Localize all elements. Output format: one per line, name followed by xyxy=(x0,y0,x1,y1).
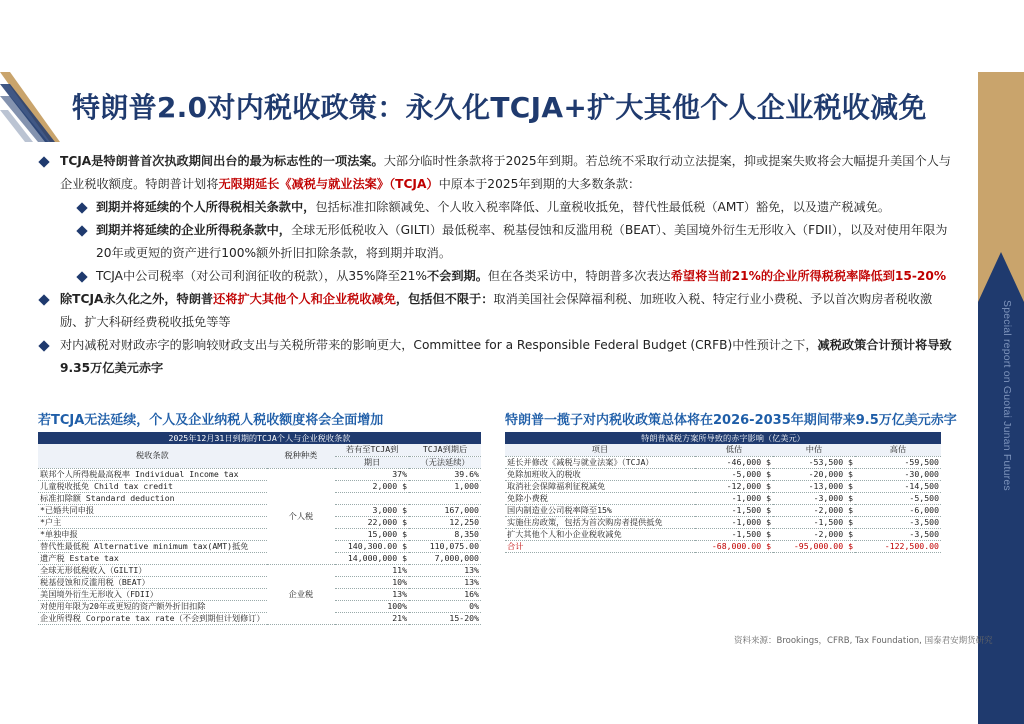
current-value-cell: 14,000,000 $ xyxy=(335,552,409,564)
table-row xyxy=(38,612,481,624)
high-estimate-cell: -30,000 xyxy=(855,468,941,480)
bullet-text: 包括标准扣除额减免、个人收入税率降低、儿童税收抵免，替代性最低税（AMT）豁免，以及遗产税减免。 xyxy=(315,200,891,214)
table-header-row xyxy=(38,444,481,456)
expired-value-cell: 12,250 xyxy=(409,516,481,528)
bullet-text-bold: ，包括但不限于： xyxy=(395,292,494,306)
bullet-text-bold: 除TCJA永久化之外，特朗普 xyxy=(60,292,214,306)
diamond-bullet-icon xyxy=(76,225,87,236)
policy-item-cell: 国内制造业公司税率降至15% xyxy=(505,504,695,516)
bullet-text: 大部分临时性条款将于2025年到期。若总统不采取行动立法提案，抑或提案失败将会大幅提升美国个人与企业税收额度。特朗普计划将 xyxy=(60,154,951,191)
diamond-bullet-icon xyxy=(38,156,49,167)
expired-value-cell: 110,075.00 xyxy=(409,540,481,552)
mid-estimate-cell: -2,000 $ xyxy=(773,528,855,540)
table-row xyxy=(505,516,941,528)
high-estimate-cell: -14,500 xyxy=(855,480,941,492)
tax-item-cell: 儿童税收抵免 Child tax credit xyxy=(38,480,267,492)
column-header: TCJA到期后 xyxy=(409,444,481,456)
column-header: 项目 xyxy=(505,444,695,456)
bullet-text-bold: 到期并将延续的企业所得税条款中， xyxy=(96,223,291,237)
high-estimate-cell: -59,500 xyxy=(855,456,941,468)
low-estimate-cell: -1,000 $ xyxy=(695,492,773,504)
expired-value-cell: 13% xyxy=(409,576,481,588)
tax-item-cell: 全球无形低税收入（GILTI） xyxy=(38,564,267,576)
column-header: 期日 xyxy=(335,456,409,468)
mid-estimate-cell: -95,000.00 $ xyxy=(773,540,855,552)
table-row xyxy=(38,576,481,588)
tax-type-cell: 个人税 xyxy=(267,468,336,564)
bullet-text: 对内减税对财政赤字的影响较财政支出与关税所带来的影响更大，Committee for a Responsible Federal Budget (CRFB)中性预计之下， xyxy=(60,338,818,352)
bullet-text: 但在各类采访中，特朗普多次表达 xyxy=(487,269,671,283)
bullet-text-bold: TCJA是特朗普首次执政期间出台的最为标志性的一项法案。 xyxy=(60,154,384,168)
mid-estimate-cell: -13,000 $ xyxy=(773,480,855,492)
table-row xyxy=(38,600,481,612)
table-row xyxy=(38,588,481,600)
table-row xyxy=(505,480,941,492)
table-body xyxy=(505,456,941,552)
column-header: 税收条款 xyxy=(38,444,267,468)
tax-item-cell: 替代性最低税 Alternative minimum tax(AMT)抵免 xyxy=(38,540,267,552)
low-estimate-cell: -5,000 $ xyxy=(695,468,773,480)
current-value-cell: 100% xyxy=(335,600,409,612)
current-value-cell: 3,000 $ xyxy=(335,504,409,516)
bullet-section xyxy=(38,150,956,380)
mid-estimate-cell: -53,500 $ xyxy=(773,456,855,468)
current-value-cell: 140,300.00 $ xyxy=(335,540,409,552)
expired-value-cell xyxy=(409,492,481,504)
column-header: 高估 xyxy=(855,444,941,456)
diamond-bullet-icon xyxy=(76,202,87,213)
low-estimate-cell: -1,500 $ xyxy=(695,528,773,540)
table-row xyxy=(38,552,481,564)
current-value-cell xyxy=(335,492,409,504)
low-estimate-cell: -1,500 $ xyxy=(695,504,773,516)
current-value-cell: 2,000 $ xyxy=(335,480,409,492)
policy-item-cell: 取消社会保障福利征税减免 xyxy=(505,480,695,492)
policy-item-cell: 免除小费税 xyxy=(505,492,695,504)
gold-block xyxy=(978,72,1024,252)
left-table-heading: 若TCJA无法延续，个人及企业纳税人税收额度将会全面增加 xyxy=(38,413,384,428)
diamond-bullet-icon xyxy=(76,271,87,282)
sub-bullet-individual xyxy=(38,196,956,219)
table-row xyxy=(38,492,481,504)
expired-value-cell: 8,350 xyxy=(409,528,481,540)
table-row xyxy=(38,528,481,540)
high-estimate-cell: -122,500.00 xyxy=(855,540,941,552)
low-estimate-cell: -12,000 $ xyxy=(695,480,773,492)
deficit-impact-table xyxy=(505,432,941,553)
high-estimate-cell: -5,500 xyxy=(855,492,941,504)
side-caption: Special report on Guotai Junan Futures xyxy=(1001,300,1013,491)
tax-item-cell: *单独申报 xyxy=(38,528,267,540)
column-header: 税种种类 xyxy=(267,444,336,468)
bullet-text-bold: 减税政策合计预计将导致9.35万亿美元赤字 xyxy=(60,338,952,375)
mid-estimate-cell: -20,000 $ xyxy=(773,468,855,480)
current-value-cell: 11% xyxy=(335,564,409,576)
current-value-cell: 37% xyxy=(335,468,409,480)
policy-item-cell: 延长并修改《减税与就业法案》（TCJA） xyxy=(505,456,695,468)
high-estimate-cell: -6,000 xyxy=(855,504,941,516)
current-value-cell: 10% xyxy=(335,576,409,588)
diamond-bullet-icon xyxy=(38,294,49,305)
tax-item-cell: *已婚共同申报 xyxy=(38,504,267,516)
tax-item-cell: 对使用年限为20年或更短的资产额外折旧扣除 xyxy=(38,600,267,612)
table-row xyxy=(505,492,941,504)
table-row xyxy=(505,456,941,468)
table-row xyxy=(505,528,941,540)
table-title-row xyxy=(505,432,941,444)
current-value-cell: 15,000 $ xyxy=(335,528,409,540)
right-table-heading: 特朗普一揽子对内税收政策总体将在2026-2035年期间带来9.5万亿美元赤字 xyxy=(505,413,957,428)
tax-item-cell: 遗产税 Estate tax xyxy=(38,552,267,564)
table-title-row xyxy=(38,432,481,444)
mid-estimate-cell: -2,000 $ xyxy=(773,504,855,516)
low-estimate-cell: -1,000 $ xyxy=(695,516,773,528)
tax-item-cell: 美国境外衍生无形收入（FDII） xyxy=(38,588,267,600)
policy-item-cell: 实施住房政策，包括为首次购房者提供抵免 xyxy=(505,516,695,528)
source-note: 资料来源：Brookings，CFRB, Tax Foundation, 国泰君安期货研究 xyxy=(734,636,993,646)
sub-bullet-corporate xyxy=(38,219,956,265)
table-row xyxy=(38,468,481,480)
current-value-cell: 21% xyxy=(335,612,409,624)
high-estimate-cell: -3,500 xyxy=(855,516,941,528)
table-row xyxy=(505,504,941,516)
bullet-deficit xyxy=(38,334,956,380)
tax-item-cell: 联邦个人所得税最高税率 Individual Income tax xyxy=(38,468,267,480)
bullet-text: 中原本于2025年到期的大多数条款： xyxy=(438,177,641,191)
expired-value-cell: 167,000 xyxy=(409,504,481,516)
expired-value-cell: 0% xyxy=(409,600,481,612)
bullet-tcja xyxy=(38,150,956,196)
tax-item-cell: 税基侵蚀和反滥用税（BEAT） xyxy=(38,576,267,588)
table-body xyxy=(38,468,481,624)
mid-estimate-cell: -1,500 $ xyxy=(773,516,855,528)
policy-item-cell: 免除加班收入的税收 xyxy=(505,468,695,480)
bullet-expand-relief xyxy=(38,288,956,334)
column-header: 低估 xyxy=(695,444,773,456)
chevron-decoration xyxy=(978,252,1024,302)
table-row xyxy=(38,540,481,552)
bullet-text: 取消美国社会保障福利税、加班收入税、特定行业小费税、予以首次购房者税收激励、扩大科研经费税收抵免等等 xyxy=(60,292,933,329)
table-title: 2025年12月31日到期的TCJA个人与企业税收条款 xyxy=(38,432,481,444)
bullet-highlight: 希望将当前21%的企业所得税税率降低到15-20% xyxy=(670,269,947,283)
tax-type-cell: 企业税 xyxy=(267,564,336,624)
column-header: 若有至TCJA到 xyxy=(335,444,409,456)
bullet-text: 全球无形低税收入（GILTI）最低税率、税基侵蚀和反滥用税（BEAT）、美国境外衍生无形收入（FDII），以及对使用年限为20年或更短的资产进行100%额外折旧扣除条款，将到期并取消。 xyxy=(96,223,948,260)
expired-value-cell: 16% xyxy=(409,588,481,600)
policy-item-cell: 扩大其他个人和小企业税收减免 xyxy=(505,528,695,540)
table-row xyxy=(505,468,941,480)
table-row xyxy=(38,480,481,492)
table-row xyxy=(38,504,481,516)
page-title: 特朗普2.0对内税收政策：永久化TCJA+扩大其他个人企业税收减免 xyxy=(72,91,927,124)
bullet-text-bold: 不会到期。 xyxy=(426,269,488,283)
expired-value-cell: 7,000,000 xyxy=(409,552,481,564)
bullet-highlight: 无限期延长《减税与就业法案》（TCJA） xyxy=(218,177,439,191)
policy-item-cell: 合计 xyxy=(505,540,695,552)
tax-item-cell: 企业所得税 Corporate tax rate（不会到期但计划修订） xyxy=(40,612,265,623)
column-header: （无法延续） xyxy=(409,456,481,468)
expired-value-cell: 15-20% xyxy=(409,612,481,624)
low-estimate-cell: -46,000 $ xyxy=(695,456,773,468)
high-estimate-cell: -3,500 xyxy=(855,528,941,540)
column-header: 中估 xyxy=(773,444,855,456)
corner-stripe-logo xyxy=(0,72,60,142)
current-value-cell: 13% xyxy=(335,588,409,600)
table-header-row xyxy=(505,444,941,456)
expired-value-cell: 1,000 xyxy=(409,480,481,492)
table-title: 特朗普减税方案所导致的赤字影响（亿美元） xyxy=(505,432,941,444)
expired-value-cell: 39.6% xyxy=(409,468,481,480)
tcja-provisions-table xyxy=(38,432,481,625)
tax-item-cell: 标准扣除额 Standard deduction xyxy=(38,492,267,504)
table-row xyxy=(38,564,481,576)
total-row xyxy=(505,540,941,552)
low-estimate-cell: -68,000.00 $ xyxy=(695,540,773,552)
bullet-highlight: 还将扩大其他个人和企业税收减免 xyxy=(213,292,396,306)
diamond-bullet-icon xyxy=(38,340,49,351)
mid-estimate-cell: -3,000 $ xyxy=(773,492,855,504)
table-row xyxy=(38,516,481,528)
bullet-text: TCJA中公司税率（对公司利润征收的税款），从35%降至21% xyxy=(96,269,427,283)
tax-item-cell: *户主 xyxy=(38,516,267,528)
bullet-text-bold: 到期并将延续的个人所得税相关条款中， xyxy=(96,200,316,214)
current-value-cell: 22,000 $ xyxy=(335,516,409,528)
sub-bullet-corporate-rate xyxy=(38,265,956,288)
expired-value-cell: 13% xyxy=(409,564,481,576)
